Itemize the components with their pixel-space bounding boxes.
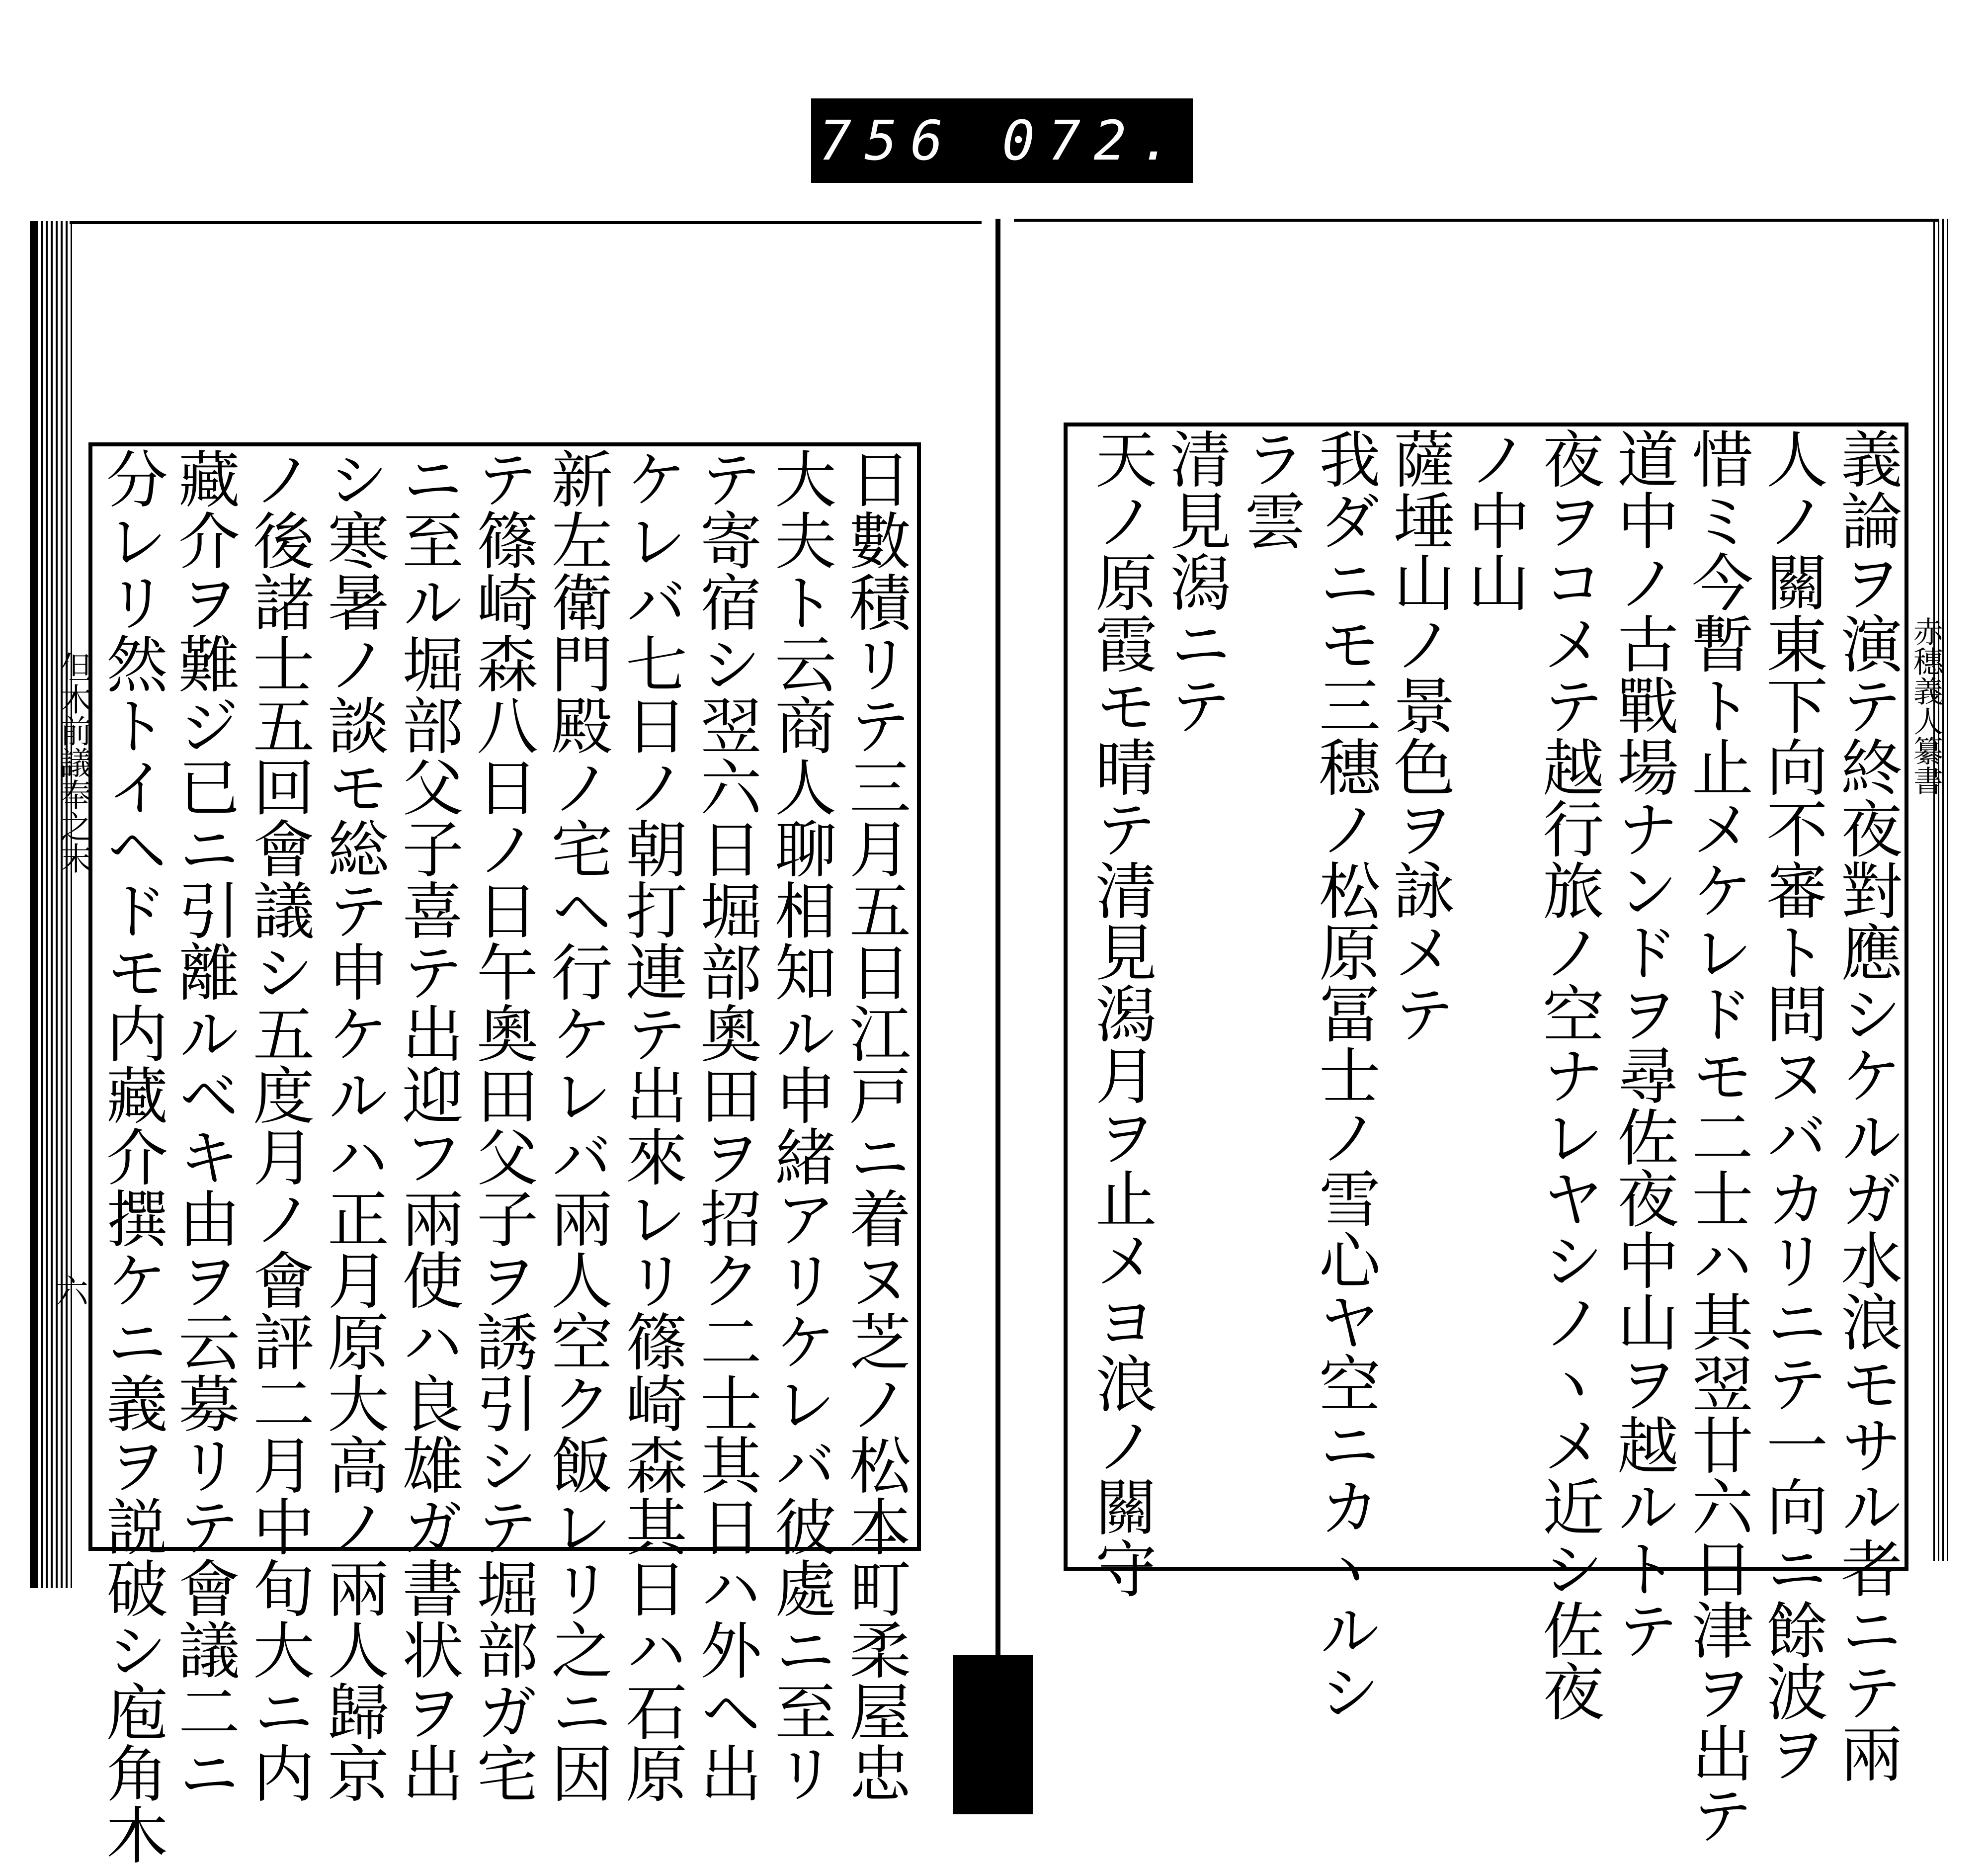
left-column-6: テ篠崎森八日ノ日午奧田父子ヲ誘引シテ堀部ガ宅: [466, 447, 538, 1803]
page-top-edge-left: [70, 221, 982, 224]
right-column-10: 清見潟ニテ: [1160, 427, 1231, 736]
right-column-1: 義論ヲ演テ終夜對應シケルガ水浪モサル者ニテ兩: [1830, 427, 1902, 1783]
page-top-edge-right: [1014, 219, 1938, 222]
right-running-title: 赤穗義人纂書: [1908, 616, 1943, 795]
right-column-8: 我ダニモ三穗ノ松原冨士ノ雪心ヤ空ニカヽルシ: [1309, 427, 1380, 1722]
left-column-9: ノ後諸士五回會議シ五度月ノ會評二月中旬大ニ内: [243, 447, 314, 1803]
scan-stamp: 756 072.: [811, 98, 1193, 183]
left-column-5: 新左衛門殿ノ宅ヘ行ケレバ兩人空ク飯レリ之ニ因: [541, 447, 612, 1803]
right-column-4: 道中ノ古戰場ナンドヲ尋佐夜中山ヲ越ルトテ: [1607, 427, 1678, 1660]
right-column-7: 薩埵山ノ景色ヲ詠メテ: [1383, 427, 1455, 1044]
left-folio-number: 六: [56, 1272, 88, 1311]
book-spine-shadow: [953, 1655, 1033, 1814]
right-column-3: 惜ミ今暫ト止メケレドモ二士ハ其翌廿六日津ヲ出テ: [1681, 427, 1753, 1845]
left-column-10: 藏介ヲ難ジ已ニ引離ルベキ由ヲ云募リテ會議二ニ: [168, 447, 240, 1803]
left-column-8: シ寒暑ノ談モ総テ申ケルハ正月原大高ノ兩人歸京: [317, 447, 389, 1803]
book-gutter: [995, 219, 1000, 1765]
right-column-5: 夜ヲコメテ越行旅ノ空ナレヤシノヽメ近シ佐夜: [1532, 427, 1604, 1722]
right-column-11: 天ノ原霞モ晴テ清見潟月ヲ止メヨ浪ノ關守: [1085, 427, 1157, 1599]
left-running-title: 但木前議奉之末: [55, 651, 91, 874]
right-column-9: ラ雲: [1234, 427, 1306, 551]
left-column-7: ニ至ル堀部父子喜テ出迎フ兩使ハ良雄ガ書状ヲ出: [392, 447, 463, 1803]
left-column-4: ケレバ七日ノ朝打連テ出來レリ篠崎森其日ハ石原: [615, 447, 687, 1803]
left-column-11: 分レリ然トイヘドモ内藏介撰ケニ義ヲ説破シ庖角木: [96, 447, 167, 1865]
left-column-3: テ寄宿シ翌六日堀部奧田ヲ招ク二士其日ハ外ヘ出: [690, 447, 761, 1803]
left-column-1: 日數積リテ三月五日江戸ニ着ヌ芝ノ松本町柔屋忠: [839, 447, 911, 1803]
right-column-6: ノ中山: [1458, 427, 1529, 612]
left-column-2: 大夫ト云商人聊相知ル申緒アリケレバ彼處ニ至リ: [764, 447, 836, 1803]
right-column-2: 人ノ關東下向不審ト問ヌバカリニテ一向ニ餘波ヲ: [1756, 427, 1827, 1783]
